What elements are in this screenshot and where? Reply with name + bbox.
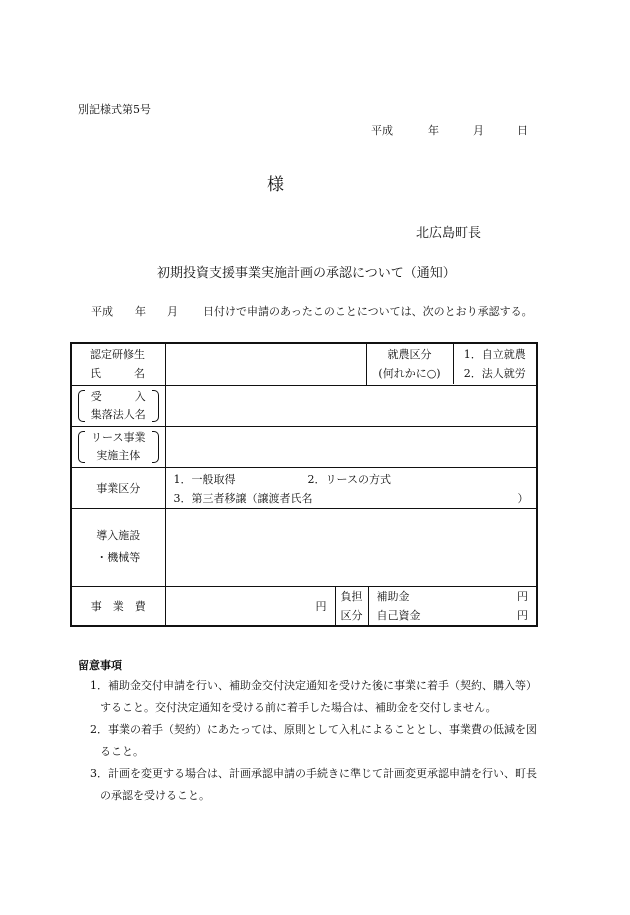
trainee-label bbox=[71, 343, 165, 385]
burden-label bbox=[335, 586, 368, 626]
note-line-3: 2．事業の着手（契約）にあたっては、原則として入札によることとし、事業費の低減を図 bbox=[90, 723, 537, 736]
form-id: 別記様式第5号 bbox=[78, 103, 151, 116]
receiver-label-2: 集落法人名 bbox=[90, 407, 146, 421]
trainee-label-2: 氏 名 bbox=[90, 367, 145, 381]
row-receiver bbox=[71, 385, 537, 426]
subsidy-label: 補助金 bbox=[376, 589, 410, 603]
date-month: 月 bbox=[473, 124, 484, 137]
category-option-2[interactable]: 2．リースの方式 bbox=[307, 472, 391, 486]
self-fund-yen: 円 bbox=[517, 608, 529, 622]
intro-era: 平成 bbox=[91, 305, 113, 318]
row-lease bbox=[71, 426, 537, 467]
receiver-name-field[interactable] bbox=[165, 385, 537, 426]
trainee-name-field[interactable] bbox=[165, 343, 366, 385]
intro-text: 日付けで申請のあったこのことについては、次のとおり承認する。 bbox=[203, 305, 533, 318]
subsidy-row[interactable] bbox=[369, 587, 537, 606]
row-cost bbox=[71, 586, 537, 626]
facility-label bbox=[71, 508, 165, 586]
note-line-4: ること。 bbox=[100, 745, 144, 758]
farming-type-label: 就農区分 bbox=[387, 348, 432, 362]
notes-title: 留意事項 bbox=[78, 659, 122, 672]
self-fund-row[interactable] bbox=[369, 606, 537, 625]
farming-type-cell bbox=[366, 343, 537, 385]
farming-type-options[interactable] bbox=[454, 344, 537, 384]
row-category bbox=[71, 467, 537, 508]
cost-field[interactable] bbox=[165, 586, 335, 626]
farming-type-hint: (何れかに○) bbox=[378, 367, 441, 381]
cost-yen: 円 bbox=[315, 599, 327, 613]
category-option-1[interactable]: 1．一般取得 bbox=[173, 472, 236, 486]
addressee-suffix: 様 bbox=[267, 175, 284, 195]
note-line-5: 3．計画を変更する場合は、計画承認申請の手続きに準じて計画変更承認申請を行い、町長 bbox=[90, 767, 537, 780]
date-day: 日 bbox=[517, 124, 528, 137]
date-year: 年 bbox=[428, 124, 439, 137]
application-table bbox=[70, 342, 538, 627]
cost-label: 事 業 費 bbox=[71, 586, 165, 626]
intro-year: 年 bbox=[135, 305, 146, 318]
category-close-paren: ） bbox=[517, 491, 529, 505]
note-line-1: 1．補助金交付申請を行い、補助金交付決定通知を受けた後に事業に着手（契約、購入等） bbox=[90, 679, 537, 692]
note-line-2: すること。交付決定通知を受ける前に着手した場合は、補助金を交付しません。 bbox=[100, 701, 497, 714]
sender: 北広島町長 bbox=[416, 226, 482, 241]
lease-label-1: リース事業 bbox=[91, 430, 146, 444]
lease-label bbox=[71, 426, 165, 467]
subsidy-yen: 円 bbox=[517, 589, 529, 603]
burden-breakdown[interactable] bbox=[368, 586, 537, 626]
self-fund-label: 自己資金 bbox=[376, 608, 421, 622]
date-era: 平成 bbox=[371, 124, 393, 137]
note-line-6: の承認を受けること。 bbox=[100, 789, 210, 802]
receiver-label bbox=[71, 385, 165, 426]
facility-label-1: 導入施設 bbox=[96, 529, 141, 542]
facility-field[interactable] bbox=[165, 508, 537, 586]
burden-label-1: 負担 bbox=[340, 589, 363, 603]
row-facility bbox=[71, 508, 537, 586]
intro-month: 月 bbox=[167, 305, 178, 318]
burden-label-2: 区分 bbox=[340, 608, 363, 622]
farming-type-label-cell bbox=[367, 344, 454, 384]
receiver-label-1: 受 入 bbox=[90, 389, 146, 403]
lease-label-2: 実施主体 bbox=[96, 448, 141, 462]
lease-entity-field[interactable] bbox=[165, 426, 537, 467]
farming-option-2[interactable]: 2．法人就労 bbox=[463, 367, 526, 381]
document-title: 初期投資支援事業実施計画の承認について（通知） bbox=[157, 266, 456, 281]
category-option-3[interactable]: 3．第三者移譲（譲渡者氏名 bbox=[173, 491, 313, 505]
row-trainee bbox=[71, 343, 537, 385]
facility-label-2: ・機械等 bbox=[96, 551, 141, 564]
category-label: 事業区分 bbox=[71, 467, 165, 508]
trainee-label-1: 認定研修生 bbox=[90, 348, 145, 362]
farming-option-1[interactable]: 1．自立就農 bbox=[463, 348, 526, 362]
category-options[interactable] bbox=[165, 467, 537, 508]
